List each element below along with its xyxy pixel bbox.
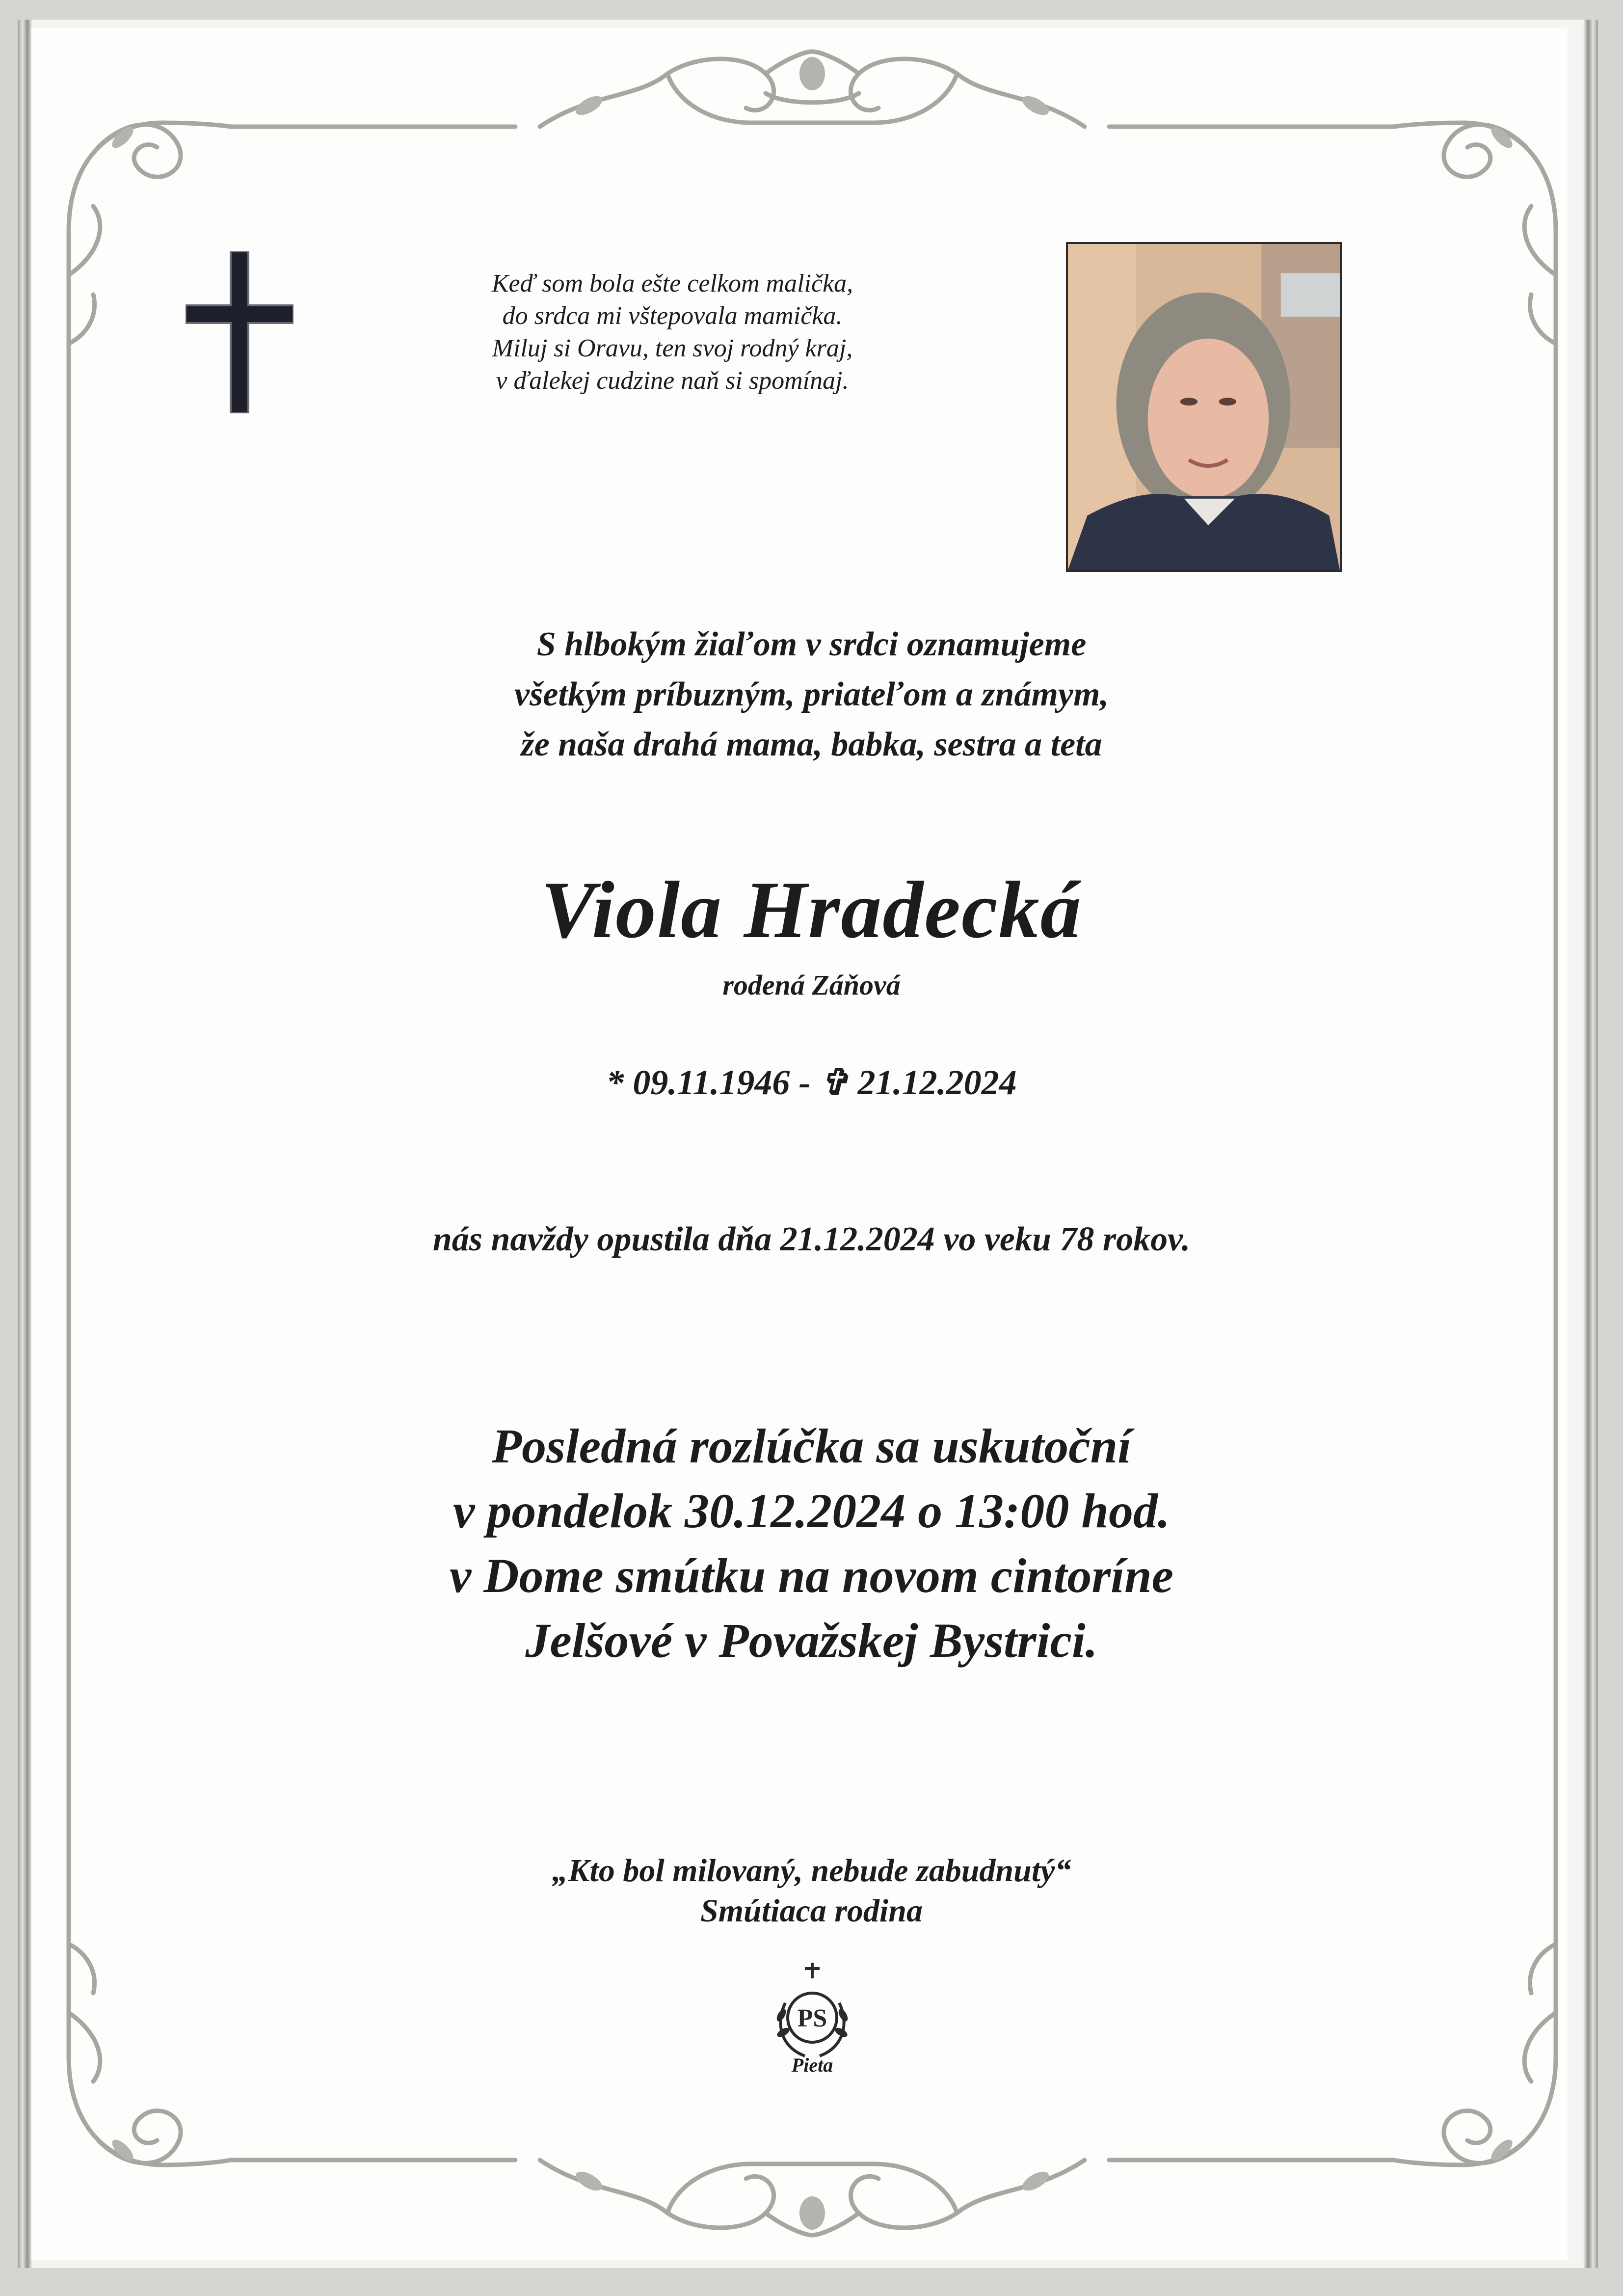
poem-line: v ďalekej cudzine naň si spomínaj. — [496, 367, 849, 395]
announcement-line: že naša drahá mama, babka, sestra a teta — [521, 726, 1102, 763]
funeral-line: v Dome smútku na novom cintoríne — [449, 1548, 1174, 1603]
announcement-text — [0, 620, 1623, 770]
memorial-poem — [378, 268, 967, 397]
birth-date: * 09.11.1946 - — [606, 1063, 811, 1102]
death-date: 21.12.2024 — [857, 1063, 1017, 1102]
funeral-line: Jelšové v Považskej Bystrici. — [525, 1613, 1098, 1668]
poem-line: do srdca mi vštepovala mamička. — [502, 302, 843, 330]
funeral-line: Posledná rozlúčka sa uskutoční — [491, 1419, 1132, 1473]
logo-monogram: PS — [797, 2004, 827, 2032]
passing-note: nás navždy opustila dňa 21.12.2024 vo veku 78 rokov. — [432, 1220, 1191, 1258]
funeral-details — [0, 1414, 1623, 1673]
maiden-name: rodená Záňová — [722, 969, 901, 1001]
funeral-line: v pondelok 30.12.2024 o 13:00 hod. — [452, 1484, 1171, 1538]
announcement-line: všetkým príbuzným, priateľom a známym, — [514, 675, 1109, 713]
death-cross-icon: ✞ — [819, 1063, 849, 1102]
poem-line: Keď som bola ešte celkom malička, — [491, 270, 853, 297]
logo-text: Pieta — [791, 2054, 833, 2076]
family-signature: Smútiaca rodina — [700, 1893, 923, 1929]
portrait-photo — [1066, 242, 1342, 572]
life-dates — [0, 1060, 1623, 1105]
memorial-motto: „Kto bol milovaný, nebude zabudnutý“ — [552, 1853, 1071, 1889]
announcement-line: S hlbokým žiaľom v srdci oznamujeme — [536, 625, 1087, 663]
latin-cross-icon — [186, 251, 293, 413]
deceased-name: Viola Hradecká — [541, 864, 1082, 955]
poem-line: Miluj si Oravu, ten svoj rodný kraj, — [492, 334, 853, 362]
